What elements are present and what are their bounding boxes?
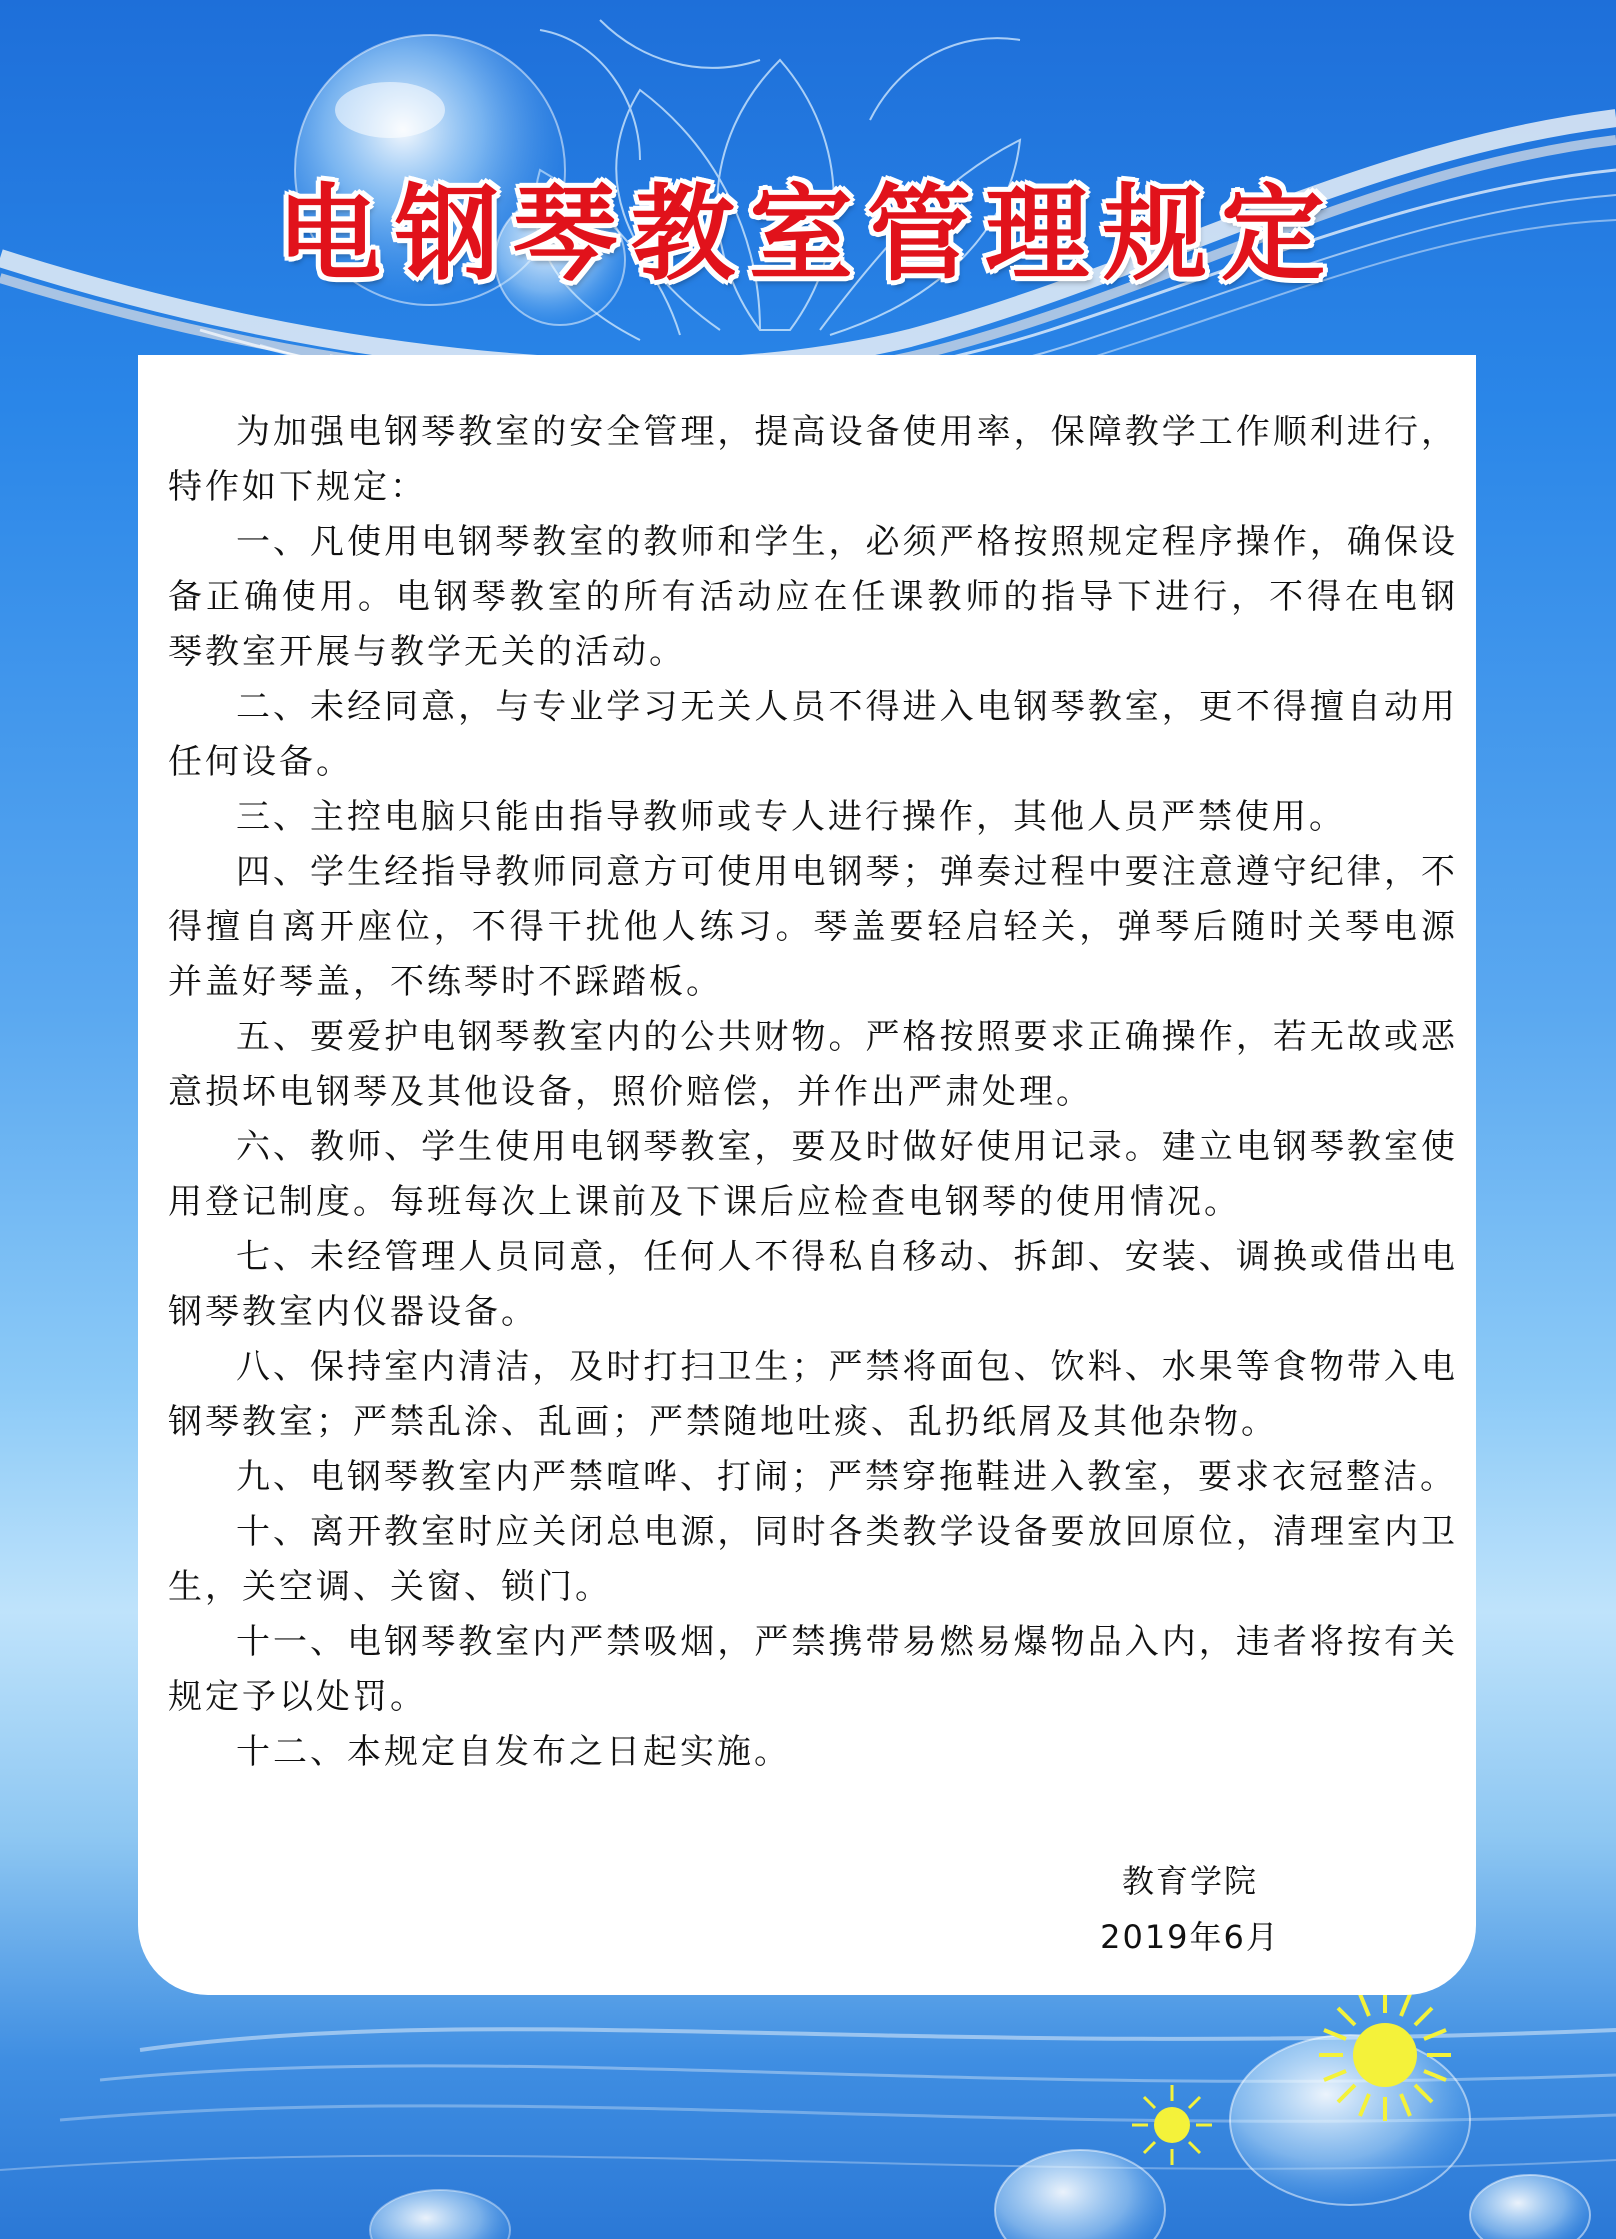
rule-12: 十二、本规定自发布之日起实施。 <box>236 1732 791 1772</box>
rule-11: 十一、电钢琴教室内严禁吸烟，严禁携带易燃易爆物品入内，违者将按有关规定予以处罚。 <box>168 1622 1458 1717</box>
sun-icon <box>1319 1989 1451 2121</box>
page-title: 电钢琴教室管理规定 <box>276 173 1339 295</box>
rule-4: 四、学生经指导教师同意方可使用电钢琴；弹奏过程中要注意遵守纪律，不得擅自离开座位，不得干扰他人练习。琴盖要轻启轻关，弹琴后随时关琴电源并盖好琴盖，不练琴时不踩踏板。 <box>168 852 1458 1002</box>
rule-1: 一、凡使用电钢琴教室的教师和学生，必须严格按照规定程序操作，确保设备正确使用。电钢琴教室的所有活动应在任课教师的指导下进行，不得在电钢琴教室开展与教学无关的活动。 <box>168 522 1458 672</box>
rule-10: 十、离开教室时应关闭总电源，同时各类教学设备要放回原位，清理室内卫生，关空调、关窗、锁门。 <box>168 1512 1458 1607</box>
rule-6: 六、教师、学生使用电钢琴教室，要及时做好使用记录。建立电钢琴教室使用登记制度。每班每次上课前及下课后应检查电钢琴的使用情况。 <box>168 1127 1458 1222</box>
signature-date: 2019年6月 <box>1100 1918 1280 1956</box>
rule-8: 八、保持室内清洁，及时打扫卫生；严禁将面包、饮料、水果等食物带入电钢琴教室；严禁乱涂、乱画；严禁随地吐痰、乱扔纸屑及其他杂物。 <box>168 1347 1458 1442</box>
rule-3: 三、主控电脑只能由指导教师或专人进行操作，其他人员严禁使用。 <box>236 797 1346 837</box>
rule-2: 二、未经同意，与专业学习无关人员不得进入电钢琴教室，更不得擅自动用任何设备。 <box>168 687 1458 782</box>
intro-paragraph: 为加强电钢琴教室的安全管理，提高设备使用率，保障教学工作顺利进行，特作如下规定： <box>168 412 1458 507</box>
sun-icon <box>1132 2085 1212 2165</box>
signature-block <box>1060 1853 1320 1965</box>
signature-org: 教育学院 <box>1121 1862 1258 1900</box>
rule-5: 五、要爱护电钢琴教室内的公共财物。严格按照要求正确操作，若无故或恶意损坏电钢琴及其他设备，照价赔偿，并作出严肃处理。 <box>168 1017 1458 1112</box>
rule-7: 七、未经管理人员同意，任何人不得私自移动、拆卸、安装、调换或借出电钢琴教室内仪器设备。 <box>168 1237 1458 1332</box>
rule-9: 九、电钢琴教室内严禁喧哗、打闹；严禁穿拖鞋进入教室，要求衣冠整洁。 <box>236 1457 1457 1497</box>
regulation-body <box>168 405 1458 1780</box>
